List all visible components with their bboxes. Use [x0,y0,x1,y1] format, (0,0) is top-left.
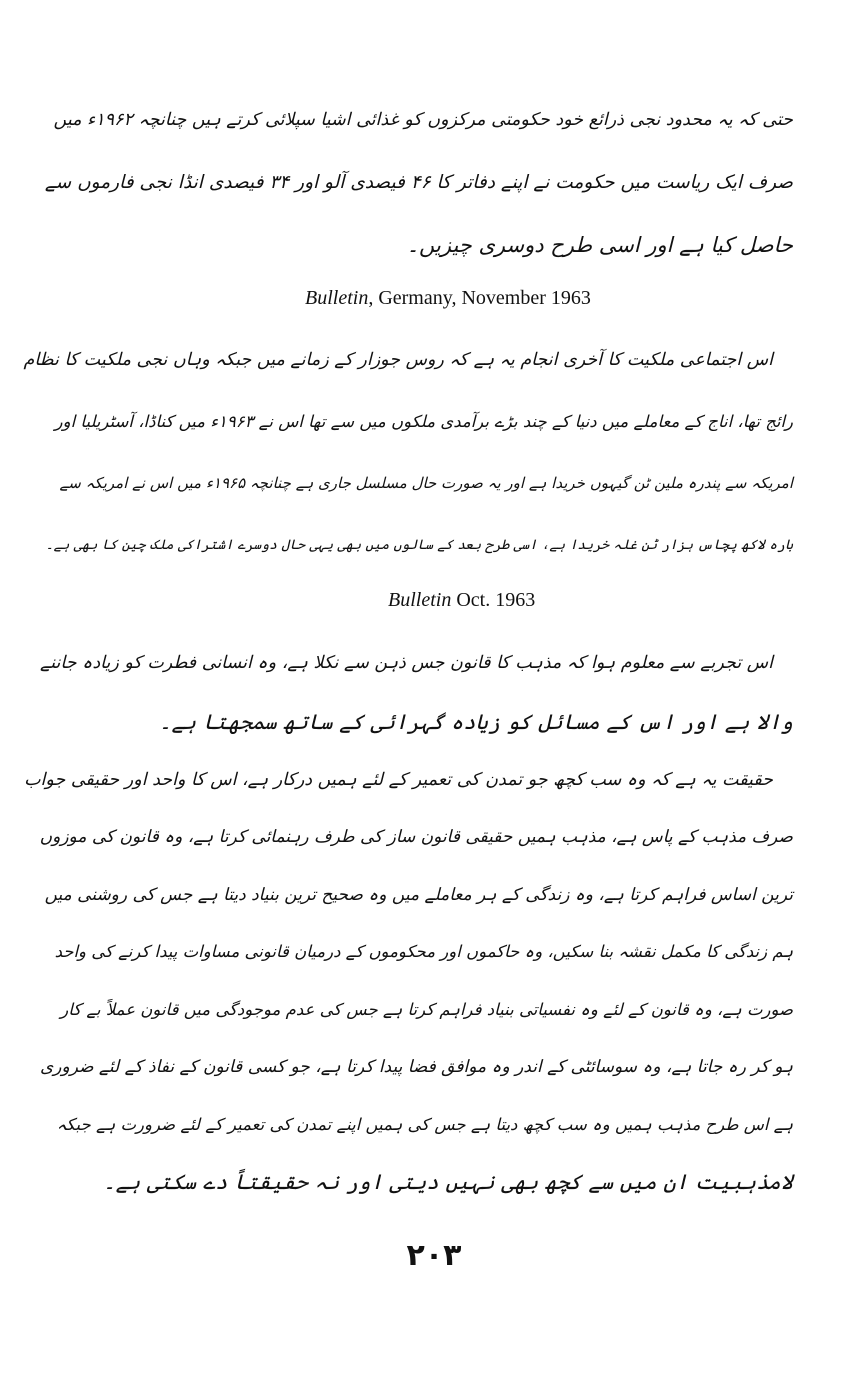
citation-2-journal: Bulletin [388,589,452,611]
paragraph-4-line-6: ہو کر رہ جاتا ہے، وہ سوسائٹی کے اندر وہ موافق فضا پیدا کرتا ہے، جو کسی قانون کے نفاذ کے لئے ضروری [39,1057,793,1077]
paragraph-4-line-3: ترین اساس فراہم کرتا ہے، وہ زندگی کے ہر معاملے میں وہ صحیح ترین بنیاد دیتا ہے جس کی روشنی میں [44,885,793,905]
paragraph-2-line-2: رائج تھا، اناج کے معاملے میں دنیا کے چند بڑے برآمدی ملکوں میں سے تھا اس نے ۱۹۶۳ء میں کناڈا، آسٹریلیا اور [54,412,793,431]
citation-1 [305,285,591,311]
paragraph-2-line-4: بارہ لاکھ پچاس ہزار ٹن غلہ خریدا ہے، اسی طرح بعد کے سالوں میں بھی یہی حال دوسرے اشتراکی ملک چین کا بھی ہے۔ [45,537,793,553]
paragraph-4-line-2: صرف مذہب کے پاس ہے، مذہب ہمیں حقیقی قانون ساز کی طرف رہنمائی کرتا ہے، وہ قانون کی موزوں [39,827,793,847]
paragraph-3-line-1: اس تجربے سے معلوم ہوا کہ مذہب کا قانون جس ذہن سے نکلا ہے، وہ انسانی فطرت کو زیادہ جاننے [40,653,773,673]
citation-1-detail: , Germany, November 1963 [368,287,591,309]
paragraph-4-line-4: ہم زندگی کا مکمل نقشہ بنا سکیں، وہ حاکموں اور محکوموں کے درمیان قانونی مساوات پیدا کرنے کی واحد [54,942,793,961]
paragraph-4-line-5: صورت ہے، وہ قانون کے لئے وہ نفسیاتی بنیاد فراہم کرتا ہے جس کی عدم موجودگی میں قانون عملاً بے کار [60,1000,793,1019]
citation-2-detail: Oct. 1963 [451,589,536,611]
paragraph-4-line-7: ہے اس طرح مذہب ہمیں وہ سب کچھ دیتا ہے جس کی ہمیں اپنے تمدن کی تعمیر کے لئے ضرورت ہے جبکہ [56,1115,793,1134]
page-number: ۲۰۳ [406,1238,462,1273]
paragraph-3-line-2: والا ہے اور اس کے مسائل کو زیادہ گہرائی کے ساتھ سمجھتا ہے۔ [159,710,793,734]
citation-1-journal: Bulletin [305,287,369,309]
paragraph-1-line-3: حاصل کیا ہے اور اسی طرح دوسری چیزیں۔ [406,233,793,257]
paragraph-1-line-2: صرف ایک ریاست میں حکومت نے اپنے دفاتر کا ۴۶ فیصدی آلو اور ۳۴ فیصدی انڈا نجی فارموں سے [44,172,793,193]
paragraph-4-line-1: حقیقت یہ ہے کہ وہ سب کچھ جو تمدن کی تعمیر کے لئے ہمیں درکار ہے، اس کا واحد اور حقیقی جواب [24,770,773,790]
citation-2 [388,587,535,613]
paragraph-2-line-3: امریکہ سے پندرہ ملین ٹن گیہوں خریدا ہے اور یہ صورت حال مسلسل جاری ہے چنانچہ ۱۹۶۵ء میں اس نے امریکہ سے [59,474,793,492]
paragraph-4-line-8: لامذہبیت ان میں سے کچھ بھی نہیں دیتی اور نہ حقیقتاً دے سکتی ہے۔ [103,1170,793,1194]
paragraph-1-line-1: حتی کہ یہ محدود نجی ذرائع خود حکومتی مرکزوں کو غذائی اشیا سپلائی کرتے ہیں چنانچہ ۱۹۶۲ء میں [53,110,793,130]
paragraph-2-line-1: اس اجتماعی ملکیت کا آخری انجام یہ ہے کہ روس جوزار کے زمانے میں جبکہ وہاں نجی ملکیت کا نظام [23,350,773,370]
